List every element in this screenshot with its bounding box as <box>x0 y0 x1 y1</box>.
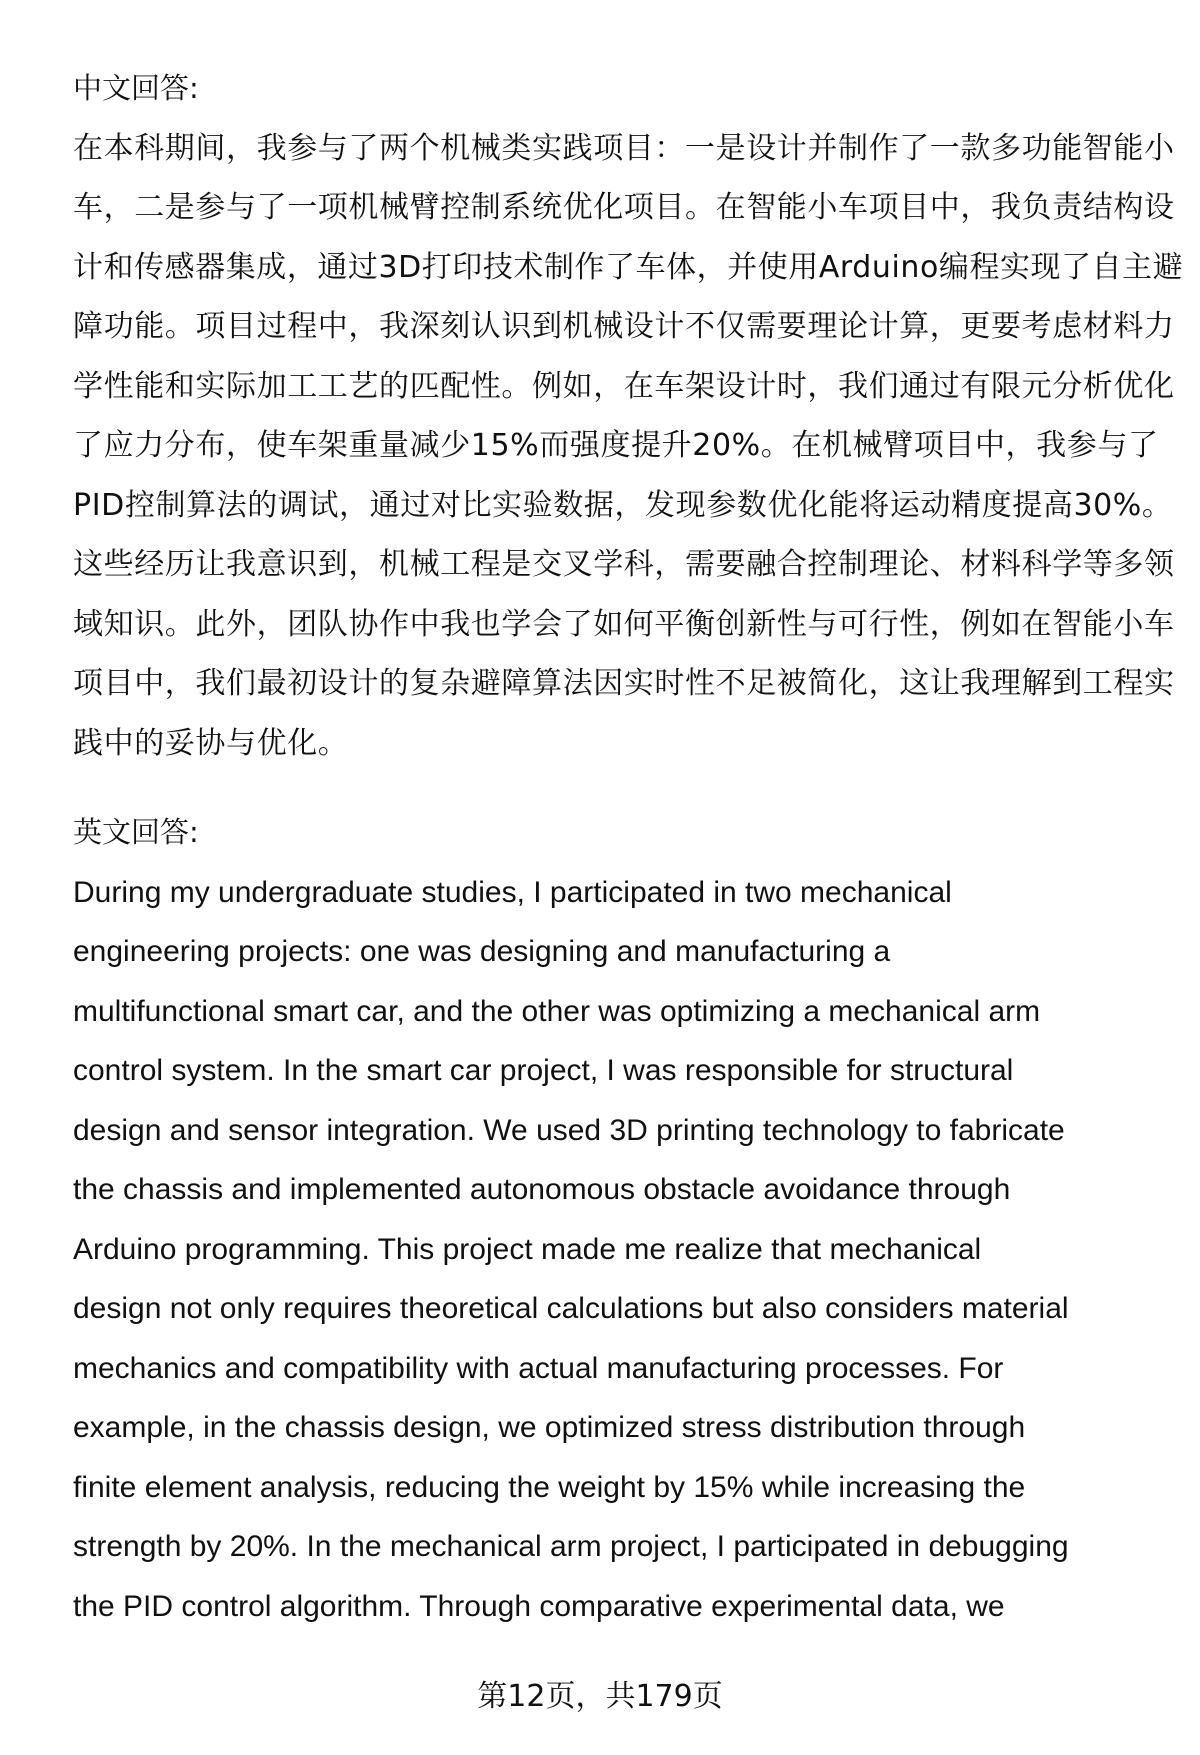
paragraph-line: PID控制算法的调试，通过对比实验数据，发现参数优化能将运动精度提高30%。 <box>73 487 1173 523</box>
chinese-answer-section <box>73 59 1183 773</box>
paragraph-line: 这些经历让我意识到，机械工程是交叉学科，需要融合控制理论、材料科学等多领 <box>73 547 1175 582</box>
paragraph-line: 在本科期间，我参与了两个机械类实践项目：一是设计并制作了一款多功能智能小 <box>73 130 1175 166</box>
paragraph-line: the PID control algorithm. Through comparative experimental data, we <box>73 1589 1005 1623</box>
paragraph-line: design and sensor integration. We used 3D printing technology to fabricate <box>73 1113 1065 1147</box>
chinese-answer-body <box>73 119 1183 774</box>
chinese-answer-heading: 中文回答: <box>73 71 199 105</box>
paragraph-line: 障功能。项目过程中，我深刻认识到机械设计不仅需要理论计算，更要考虑材料力 <box>73 309 1175 344</box>
paragraph-line: control system. In the smart car project, I was responsible for structural <box>73 1054 1014 1087</box>
paragraph-line: 践中的妥协与优化。 <box>73 725 349 761</box>
paragraph-line: 车，二是参与了一项机械臂控制系统优化项目。在智能小车项目中，我负责结构设 <box>73 190 1175 225</box>
paragraph-line: Arduino programming. This project made me realize that mechanical <box>73 1232 982 1266</box>
paragraph-line: 学性能和实际加工工艺的匹配性。例如，在车架设计时，我们通过有限元分析优化 <box>73 368 1175 404</box>
paragraph-line: 项目中，我们最初设计的复杂避障算法因实时性不足被简化，这让我理解到工程实 <box>73 666 1175 701</box>
paragraph-line: 域知识。此外，团队协作中我也学会了如何平衡创新性与可行性，例如在智能小车 <box>73 606 1175 642</box>
paragraph-line: example, in the chassis design, we optimized stress distribution through <box>73 1411 1026 1444</box>
paragraph-line: 计和传感器集成，通过3D打印技术制作了车体，并使用Arduino编程实现了自主避 <box>73 249 1184 285</box>
paragraph-line: design not only requires theoretical calculations but also considers material <box>73 1292 1069 1325</box>
paragraph-line: multifunctional smart car, and the other was optimizing a mechanical arm <box>73 994 1041 1028</box>
paragraph-line: finite element analysis, reducing the weight by 15% while increasing the <box>73 1470 1026 1504</box>
paragraph-line: strength by 20%. In the mechanical arm project, I participated in debugging <box>73 1530 1069 1563</box>
paragraph-line: the chassis and implemented autonomous obstacle avoidance through <box>73 1173 1011 1206</box>
english-answer-section <box>73 803 1183 1636</box>
paragraph-line: 了应力分布，使车架重量减少15%而强度提升20%。在机械臂项目中，我参与了 <box>73 428 1159 463</box>
english-answer-body <box>73 863 1183 1637</box>
paragraph-line: During my undergraduate studies, I participated in two mechanical <box>73 875 952 909</box>
english-answer-heading: 英文回答: <box>73 815 199 849</box>
paragraph-line: engineering projects: one was designing and manufacturing a <box>73 935 891 968</box>
paragraph-line: mechanics and compatibility with actual manufacturing processes. For <box>73 1351 1004 1385</box>
page-indicator: 第12页，共179页 <box>477 1679 723 1714</box>
